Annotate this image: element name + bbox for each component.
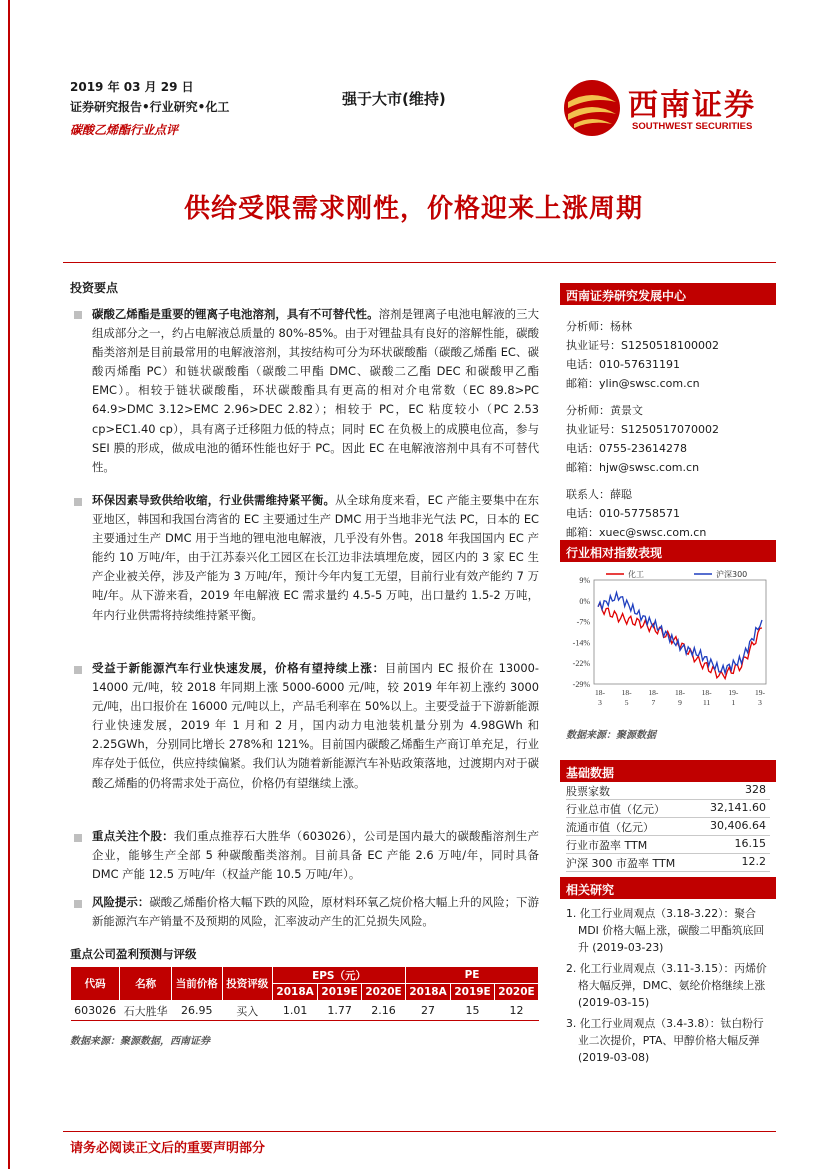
cell-eps: 2.16 (362, 1001, 406, 1021)
cell-eps: 1.01 (273, 1001, 318, 1021)
x-tick-label: 11 (703, 698, 711, 707)
y-tick-label: -22% (572, 659, 590, 669)
x-tick-label: 9 (678, 698, 682, 707)
metric-label: 沪深 300 市盈率 TTM (566, 857, 676, 870)
logo-chinese: 西南证券 (628, 88, 756, 123)
metric-label: 行业总市值（亿元） (566, 803, 665, 816)
related-list (566, 905, 772, 1070)
margin-rule (8, 0, 10, 1169)
col-year: 2019E (318, 984, 362, 1001)
related-item[interactable]: 2. 化工行业周观点（3.11-3.15）：丙烯价格大幅反弹，DMC、氨纶价格继续上涨 (2019-03-15) (566, 962, 767, 1009)
relative-index-chart (560, 566, 776, 716)
highlight-paragraph (92, 893, 539, 931)
col-rating: 投资评级 (222, 967, 273, 1001)
x-tick-label: 18- (595, 688, 605, 697)
metric-row (566, 836, 770, 854)
highlight-paragraph (92, 659, 539, 793)
x-tick-label: 19- (728, 688, 739, 697)
cell-name: 石大胜华 (120, 1001, 172, 1021)
series-line (598, 603, 762, 679)
research-center-title: 西南证券研究发展中心 (560, 283, 776, 305)
metric-value: 328 (745, 783, 766, 796)
highlight-paragraph (92, 827, 539, 884)
report-date: 2019 年 03 月 29 日 (70, 80, 194, 94)
metric-value: 12.2 (741, 855, 766, 868)
analyst-line: 联系人：薛聪 (566, 488, 632, 501)
header-divider (63, 262, 776, 263)
metric-row (566, 782, 770, 800)
rating: 强于大市(维持) (342, 90, 446, 108)
legend-label: 化工 (628, 570, 644, 579)
metric-label: 股票家数 (566, 785, 610, 798)
col-code: 代码 (71, 967, 120, 1001)
metric-value: 32,141.60 (710, 801, 766, 814)
analyst-line: 执业证号：S1250517070002 (566, 423, 719, 436)
metric-row (566, 818, 770, 836)
highlight-text: 溶剂是锂离子电池电解液的三大组成部分之一，约占电解液总质量的 80%-85%。由于对锂盐具有良好的溶解性能，碳酸酯类溶剂是目前最常用的电解液溶剂，其按结构可分为环状碳酸酯（碳酸乙烯酯 EC、碳酸丙烯酯 PC）和链状碳酸酯（碳酸二甲酯 DMC、碳酸二乙酯 DEC 和碳酸甲乙酯 EMC）。相较于链状碳酸酯，环状碳酸酯具有更高的相对介电常数（EC 89.8>PC 64.9>DMC 3.12>EMC 2.96>DEC 2.82）；相较于 PC，EC 粘度较小（PC 2.53 cp>EC1.40 cp），具有离子迁移阻力低的特点；同时 EC 在负极上的成膜电位高，参与 SEI 膜的形成，做成电池的循环性能也好于 PC。因此 EC 在电解液溶剂中具有不可替代性。 (92, 307, 539, 474)
x-tick-label: 19- (755, 688, 765, 697)
analyst-line: 邮箱：hjw@swsc.com.cn (566, 461, 700, 474)
cell-pe: 27 (406, 1001, 451, 1021)
x-tick-label: 3 (598, 698, 602, 707)
analyst-line: 执业证号：S1250518100002 (566, 339, 719, 352)
bullet-icon (74, 311, 82, 319)
col-year: 2018A (406, 984, 451, 1001)
analyst-line: 分析师：黄景文 (566, 404, 643, 417)
y-tick-label: 9% (579, 576, 590, 585)
highlight-lead: 风险提示： (92, 895, 150, 909)
bullet-icon (74, 834, 82, 842)
col-year: 2020E (362, 984, 406, 1001)
highlight-lead: 碳酸乙烯酯是重要的锂离子电池溶剂，具有不可替代性。 (92, 307, 379, 321)
metric-label: 流通市值（亿元） (566, 821, 654, 834)
cell-rating: 买入 (222, 1001, 273, 1021)
company-logo (562, 78, 772, 138)
x-tick-label: 1 (731, 698, 736, 707)
highlight-text: 目前国内 EC 报价在 13000-14000 元/吨，较 2018 年同期上涨 5000-6000 元/吨，较 2019 年年初上涨约 3000 元/吨，出口报价在 16000 元/吨以上，产品毛利率在 50%以上。主要受益于下游新能源行业快速发展，2019 年 1 月和 2 月，国内动力电池装机量分别为 4.98GWh 和 2.25GWh，分别同比增长 278%和 121%。目前国内碳酸乙烯酯生产商订单充足，行业库存处于低位，供应持续偏紧。我们认为随着新能源汽车补贴政策落地，过渡期内对于碳酸乙烯酯的仍将需求处于高位，价格仍有望继续上涨。 (92, 661, 539, 790)
cell-eps: 1.77 (318, 1001, 362, 1021)
footer-notice: 请务必阅读正文后的重要声明部分 (70, 1141, 266, 1156)
logo-emblem-icon (562, 78, 622, 138)
x-tick-label: 18- (701, 688, 712, 697)
metric-value: 30,406.64 (710, 819, 766, 832)
index-chart-title: 行业相对指数表现 (560, 540, 776, 562)
highlight-text: 我们重点推荐石大胜华（603026），公司是国内最大的碳酸酯溶剂生产企业，能够生产全部 5 种碳酸酯类溶剂。目前具备 EC 产能 2.6 万吨/年，同时具备 DMC 产能 12.5 万吨/年（权益产能 10.5 万吨/年）。 (92, 829, 539, 882)
report-subcategory: 碳酸乙烯酯行业点评 (70, 123, 179, 137)
x-tick-label: 18- (648, 688, 659, 697)
report-category: 证券研究报告•行业研究•化工 (70, 100, 230, 114)
x-tick-label: 5 (624, 698, 629, 707)
cell-pe: 15 (451, 1001, 495, 1021)
analyst-line: 邮箱：xuec@swsc.com.cn (566, 526, 707, 539)
highlight-paragraph (92, 491, 539, 625)
footer-divider (63, 1131, 776, 1132)
related-item[interactable]: 3. 化工行业周观点（3.4-3.8）：钛白粉行业二次提价，PTA、甲醇价格大幅反弹 (2019-03-08) (566, 1017, 764, 1064)
analyst-line: 分析师：杨林 (566, 320, 632, 333)
x-tick-label: 18- (675, 688, 685, 697)
y-tick-label: -7% (576, 617, 590, 627)
analyst-info (566, 317, 719, 542)
bullet-icon (74, 900, 82, 908)
basics-title: 基础数据 (560, 760, 776, 782)
y-tick-label: 0% (579, 596, 590, 606)
col-eps: EPS（元） (273, 967, 406, 984)
highlights-title: 投资要点 (70, 281, 119, 295)
x-tick-label: 3 (758, 698, 762, 707)
related-item[interactable]: 1. 化工行业周观点（3.18-3.22）：聚合 MDI 价格大幅上涨，碳酸二甲酯筑底回升 (2019-03-23) (566, 907, 765, 954)
y-tick-label: -29% (572, 680, 590, 689)
analyst-line: 电话：010-57758571 (566, 507, 680, 520)
col-name: 名称 (120, 967, 172, 1001)
table-row (71, 1001, 539, 1021)
col-pe: PE (406, 967, 539, 984)
chart-source: 数据来源：聚源数据 (566, 730, 656, 741)
legend-label: 沪深300 (716, 570, 748, 579)
analyst-line: 电话：0755-23614278 (566, 442, 687, 455)
highlight-lead: 重点关注个股： (92, 829, 174, 843)
metric-value: 16.15 (734, 837, 766, 850)
x-tick-label: 18- (621, 688, 632, 697)
highlight-lead: 环保因素导致供给收缩，行业供需维持紧平衡。 (92, 493, 336, 507)
bullet-icon (74, 666, 82, 674)
col-year: 2018A (273, 984, 318, 1001)
y-tick-label: -14% (572, 638, 590, 648)
earnings-table (70, 966, 539, 1021)
series-line (598, 593, 762, 674)
logo-english: SOUTHWEST SECURITIES (632, 121, 753, 132)
analyst-line: 邮箱：ylin@swsc.com.cn (566, 377, 700, 390)
highlight-lead: 受益于新能源汽车行业快速发展，价格有望持续上涨： (92, 661, 385, 675)
x-tick-label: 7 (651, 698, 656, 707)
metric-row (566, 854, 770, 872)
highlight-paragraph (92, 305, 539, 477)
metric-row (566, 800, 770, 818)
metric-label: 行业市盈率 TTM (566, 839, 648, 852)
report-headline: 供给受限需求刚性，价格迎来上涨周期 (183, 194, 643, 224)
table-title: 重点公司盈利预测与评级 (70, 947, 197, 961)
col-price: 当前价格 (172, 967, 223, 1001)
col-year: 2019E (451, 984, 495, 1001)
highlight-text: 碳酸乙烯酯价格大幅下跌的风险，原材料环氧乙烷价格大幅上升的风险；下游新能源汽车产销量不及预期的风险，汇率波动产生的汇兑损失风险。 (92, 895, 539, 929)
cell-pe: 12 (495, 1001, 539, 1021)
related-title: 相关研究 (560, 877, 776, 899)
cell-price: 26.95 (172, 1001, 223, 1021)
table-source: 数据来源：聚源数据，西南证券 (70, 1036, 210, 1047)
bullet-icon (74, 498, 82, 506)
highlight-text: 从全球角度来看，EC 产能主要集中在东亚地区，韩国和我国台湾省的 EC 主要通过生产 DMC 用于当地非光气法 PC，日本的 EC 主要通过生产 DMC 用于当地的锂电池电解液，几乎没有外售。2018 年我国国内 EC 产能约 10 万吨/年，由于江苏泰兴化工园区在长江边非法填埋危废，园区内的 3 家 EC 生产企业被关停，涉及产能为 3 万吨/年，预计今年内复工无望，目前行业有效产能约 7 万吨/年。从下游来看，2019 年电解液 EC 需求量约 4.5-5 万吨，出口量约 1.5-2 万吨，年内行业供需将持续维持紧平衡。 (92, 493, 539, 622)
analyst-line: 电话：010-57631191 (566, 358, 680, 371)
cell-code: 603026 (71, 1001, 120, 1021)
col-year: 2020E (495, 984, 539, 1001)
